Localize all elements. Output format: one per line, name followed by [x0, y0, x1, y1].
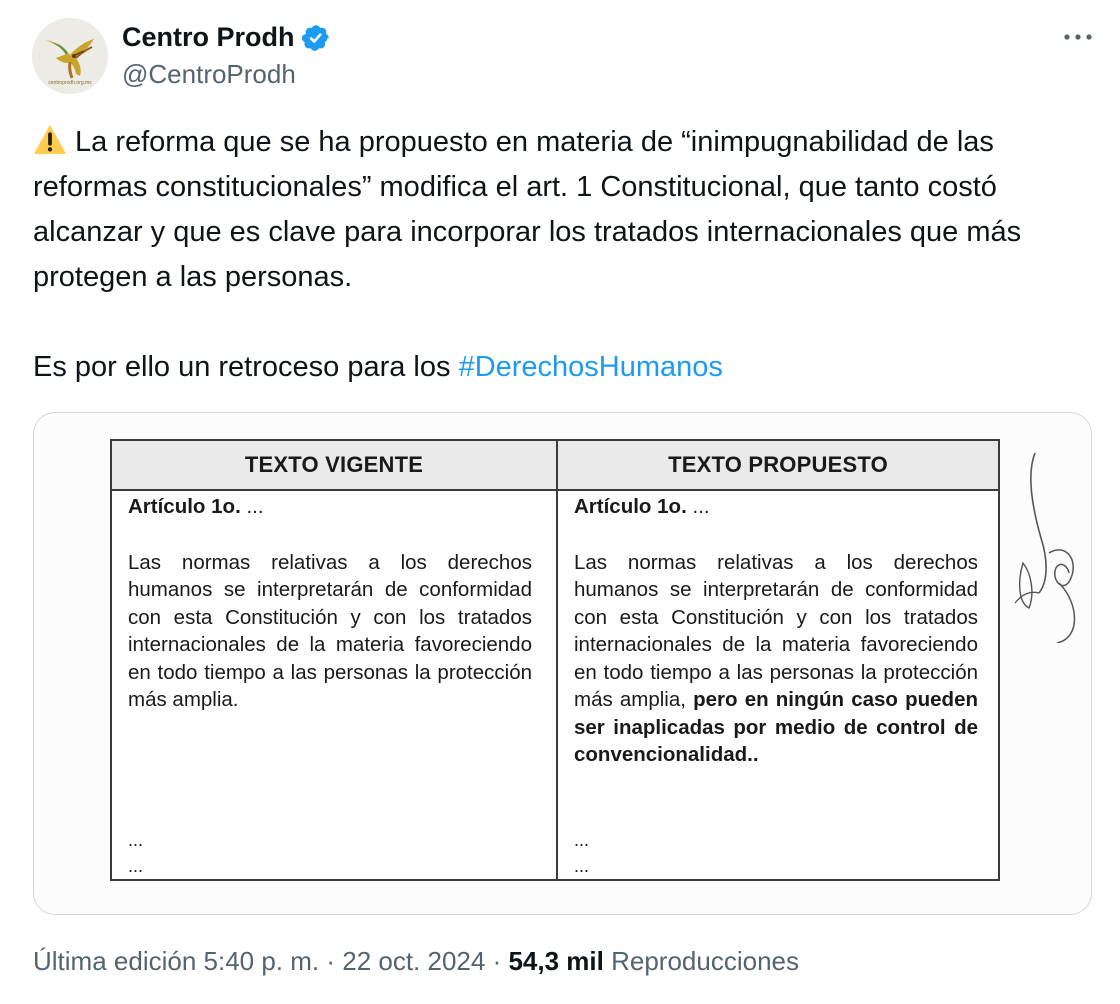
- display-name[interactable]: Centro Prodh: [122, 22, 295, 52]
- ellipsis-line: ...: [128, 830, 144, 850]
- author-block: [122, 22, 331, 90]
- views-label: Reproducciones: [603, 946, 799, 976]
- ellipsis-right: [574, 827, 589, 879]
- column-vigente: [128, 491, 532, 714]
- hashtag-link[interactable]: #DerechosHumanos: [458, 351, 723, 383]
- media-image[interactable]: [33, 412, 1092, 915]
- timestamp-link[interactable]: Última edición 5:40 p. m. · 22 oct. 2024: [33, 946, 486, 976]
- article-heading: [574, 493, 978, 521]
- vigente-body: Las normas relativas a los derechos humanos se interpretarán de conformidad con esta Constitución y con los tratados internacionales de la materia favoreciendo en todo tiempo a las personas la protección más amplia.: [128, 550, 532, 711]
- verified-badge-icon[interactable]: [301, 23, 331, 53]
- article-ellipsis: ...: [240, 495, 264, 518]
- article-ellipsis: ...: [686, 495, 710, 518]
- views-count: 54,3 mil: [508, 946, 604, 976]
- column-divider: [556, 489, 558, 881]
- ellipsis-line: ...: [574, 856, 590, 876]
- tweet-paragraph-2-text: Es por ello un retroceso para los: [33, 351, 459, 383]
- article-heading: [128, 493, 532, 521]
- article-label: Artículo 1o.: [128, 495, 241, 518]
- tweet-paragraph-1: [33, 120, 1093, 300]
- article-label: Artículo 1o.: [574, 495, 687, 518]
- document-table: [110, 439, 1000, 881]
- header-texto-vigente: TEXTO VIGENTE: [112, 441, 558, 491]
- paragraph-spacer: [33, 300, 1093, 345]
- ellipsis-line: ...: [128, 856, 144, 876]
- more-horizontal-icon: [1063, 33, 1093, 41]
- propuesto-body: [574, 549, 978, 769]
- hummingbird-logo-icon: [32, 18, 108, 94]
- more-options-button[interactable]: [1058, 22, 1098, 52]
- tweet-paragraph-2: [33, 345, 1093, 390]
- column-propuesto: [574, 491, 978, 769]
- tweet-meta: [33, 946, 799, 977]
- tweet-paragraph-1-text: La reforma que se ha propuesto en materia de “inimpugnabilidad de las reformas constitucionales” modifica el art. 1 Constitucional, que tanto costó alcanzar y que es clave para incorporar los tratados internacionales que más protegen a las personas.: [33, 126, 1022, 293]
- ellipsis-line: ...: [574, 830, 590, 850]
- header-texto-propuesto: TEXTO PROPUESTO: [558, 441, 998, 491]
- tweet-text: [33, 120, 1093, 390]
- meta-separator: ·: [485, 946, 509, 976]
- propuesto-body-plain: Las normas relativas a los derechos humanos se interpretarán de conformidad con esta Constitución y con los tratados internacionales de la materia favoreciendo en todo tiempo a las personas la protección más amplia,: [574, 550, 978, 711]
- avatar[interactable]: [32, 18, 108, 94]
- ellipsis-left: [128, 827, 143, 879]
- handwritten-signature-icon: [1009, 443, 1089, 643]
- propuesto-body-bold: pero en ningún caso pueden ser inaplicadas por medio de control de convencionalidad..: [574, 688, 978, 766]
- avatar-caption: centroprodh.org.mx: [48, 80, 92, 86]
- warning-icon: [33, 123, 67, 155]
- handle[interactable]: @CentroProdh: [122, 59, 296, 89]
